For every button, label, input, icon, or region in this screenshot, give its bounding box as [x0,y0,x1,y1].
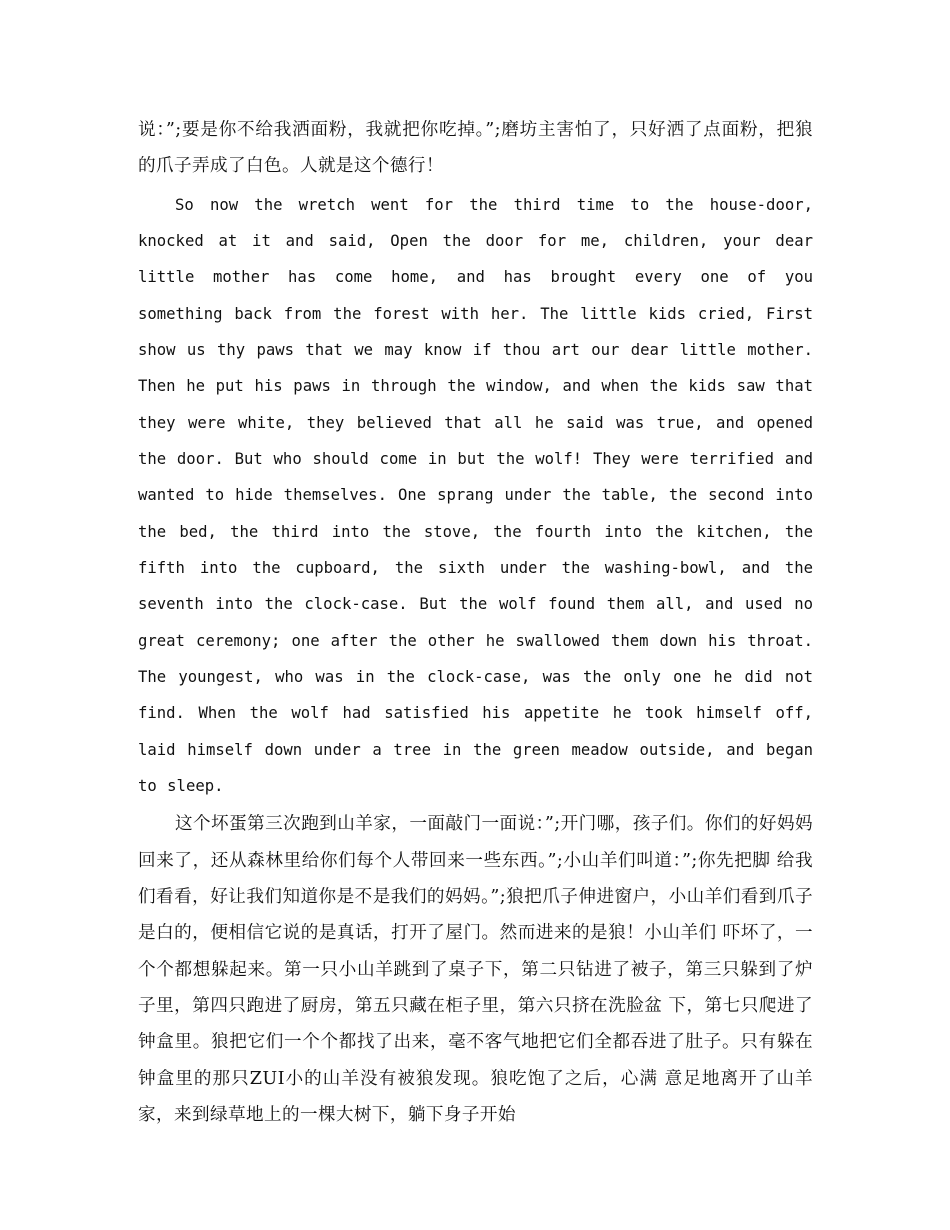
paragraph-chinese-3: 这个坏蛋第三次跑到山羊家，一面敲门一面说：”;开门哪，孩子们。你们的好妈妈回来了，还从森林里给你们每个人带回来一些东西。”;小山羊们叫道：”;你先把脚 给我们看看，好让我们知道你是不是我们的妈妈。”;狼把爪子伸进窗户，小山羊们看到爪子是白的，便相信它说的是真话，打开了屋门。然而进来的是狼！小山羊们 吓坏了，一个个都想躲起来。第一只小山羊跳到了桌子下，第二只钻进了被子，第三只躲到了炉子里，第四只跑进了厨房，第五只藏在柜子里，第六只挤在洗脸盆 下，第七只爬进了钟盒里。狼把它们一个个都找了出来，毫不客气地把它们全都吞进了肚子。只有躲在钟盒里的那只ZUI小的山羊没有被狼发现。狼吃饱了之后，心满 意足地离开了山羊家，来到绿草地上的一棵大树下，躺下身子开始 [138,814,813,1125]
document-page [138,112,813,1133]
paragraph-chinese-1: 说：”;要是你不给我洒面粉，我就把你吃掉。”;磨坊主害怕了，只好洒了点面粉，把狼的爪子弄成了白色。人就是这个德行！ [138,120,813,177]
paragraph-english-2: So now the wretch went for the third time to the house-door, knocked at it and said, Open the door for me, children, your dear little mother has come home, and has brought every one of you something back from the forest with her. The little kids cried, First show us thy paws that we may know if thou art our dear little mother. Then he put his paws in through the window, and when the kids saw that they were white, they believed that all he said was true, and opened the door. But who should come in but the wolf! They were terrified and wanted to hide themselves. One sprang under the table, the second into the bed, the third into the stove, the fourth into the kitchen, the fifth into the cupboard, the sixth under the washing-bowl, and the seventh into the clock-case. But the wolf found them all, and used no great ceremony; one after the other he swallowed them down his throat. The youngest, who was in the clock-case, was the only one he did not find. When the wolf had satisfied his appetite he took himself off, laid himself down under a tree in the green meadow outside, and began to sleep. [138,195,813,796]
